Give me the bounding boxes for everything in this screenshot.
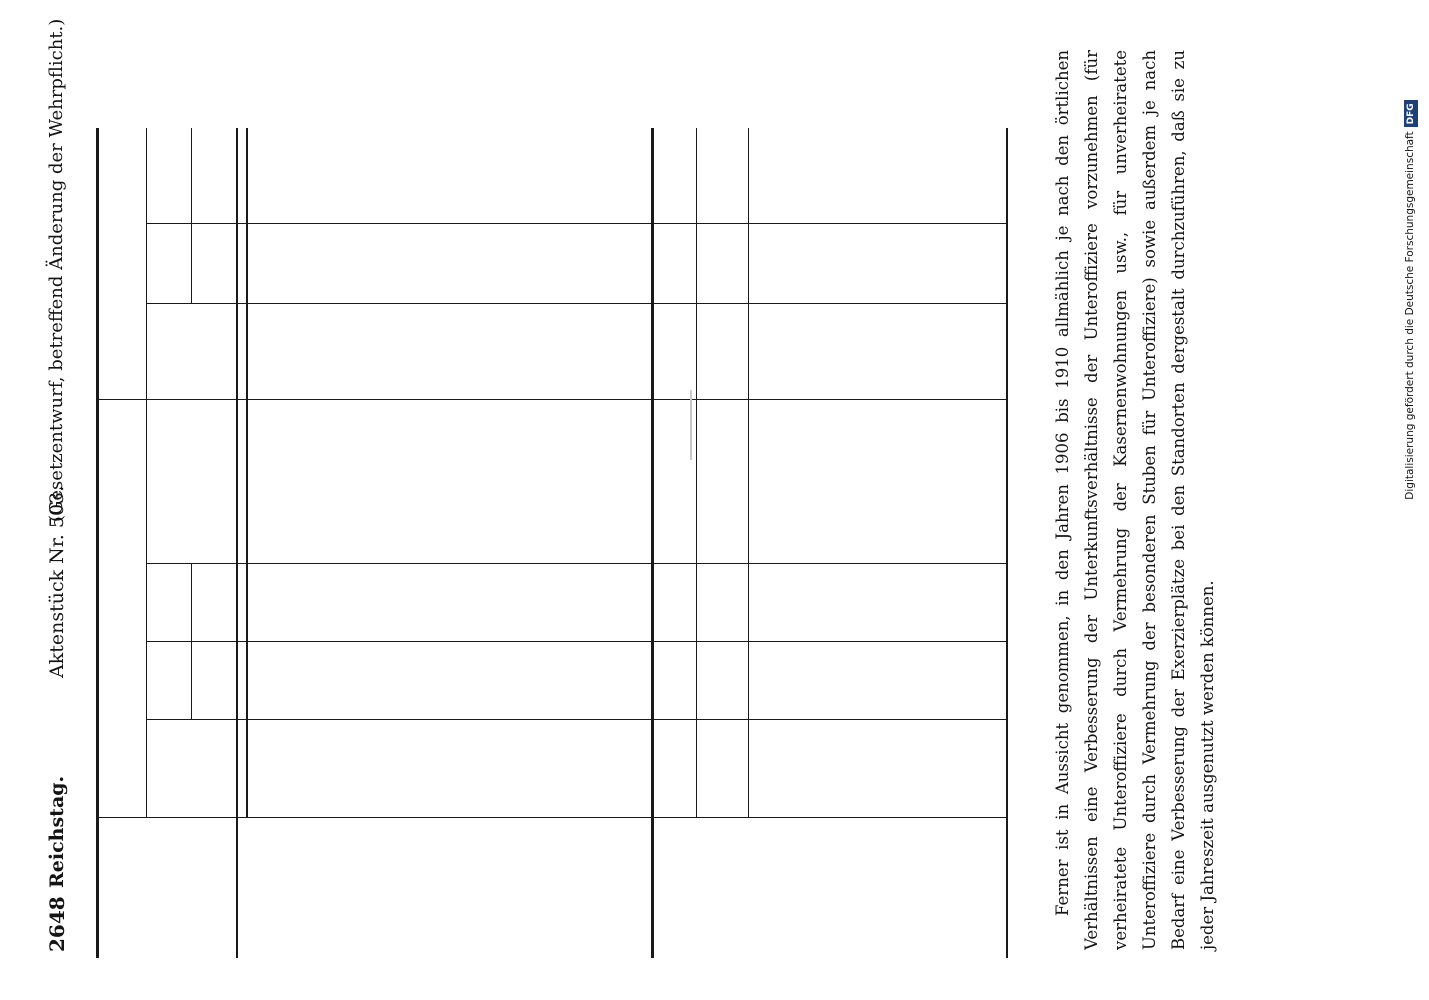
davon-rule [191,128,192,304]
column-rule [96,817,1008,818]
table-thick-vrule [651,128,654,958]
davon-rule [191,564,192,720]
dfg-note-text: Digitalisierung gefördert durch die Deutsche Forschungsgemeinschaft [1404,131,1416,500]
expenditure-table [96,128,1008,958]
scan-mark [690,390,692,460]
dfg-sidenote [1400,0,1420,600]
dfg-logo: DFG [1404,100,1418,127]
table-top-rule [96,128,99,958]
header-reichstag: Reichstag. [46,775,68,888]
totals-rule [696,128,697,818]
page-number: 2648 [45,896,69,952]
group-rule [146,400,147,818]
header-rule [246,128,248,818]
footnote-text: Ferner ist in Aussicht genommen, in den Jahren 1906 bis 1910 allmählich je nach den örtlichen Verhältnissen eine Verbesserung der Unterkunftsverhältnisse der Unteroffiziere vorzunehmen (für verheiratete Unteroffiziere durch Vermehrung der Kasernenwohnungen usw., für unverheiratete Unteroffiziere durch Vermehrung der besonderen Stuben für Unteroffiziere) sowie außerdem je nach Bedarf eine Verbesserung der Exerzierplätze bei den Standorten dergestalt durchzuführen, daß sie zu jeder Jahreszeit ausgenutzt werden können. [1053,50,1217,950]
group-rule [146,128,147,400]
label-column-rule [236,128,238,958]
column-rule [146,303,1008,304]
column-rule [146,719,1008,720]
footnote [1048,50,1222,950]
header-aktenstueck: Aktenstück Nr. 503. [46,485,68,678]
column-rule [146,563,1008,564]
header-title: (Gesetzentwurf, betreffend Änderung der Wehrpflicht.) [46,18,67,522]
column-rule [146,641,1008,642]
column-rule [96,399,1008,400]
totals-rule [748,128,749,818]
column-rule [146,223,1008,224]
table-bottom-rule [1006,128,1008,958]
